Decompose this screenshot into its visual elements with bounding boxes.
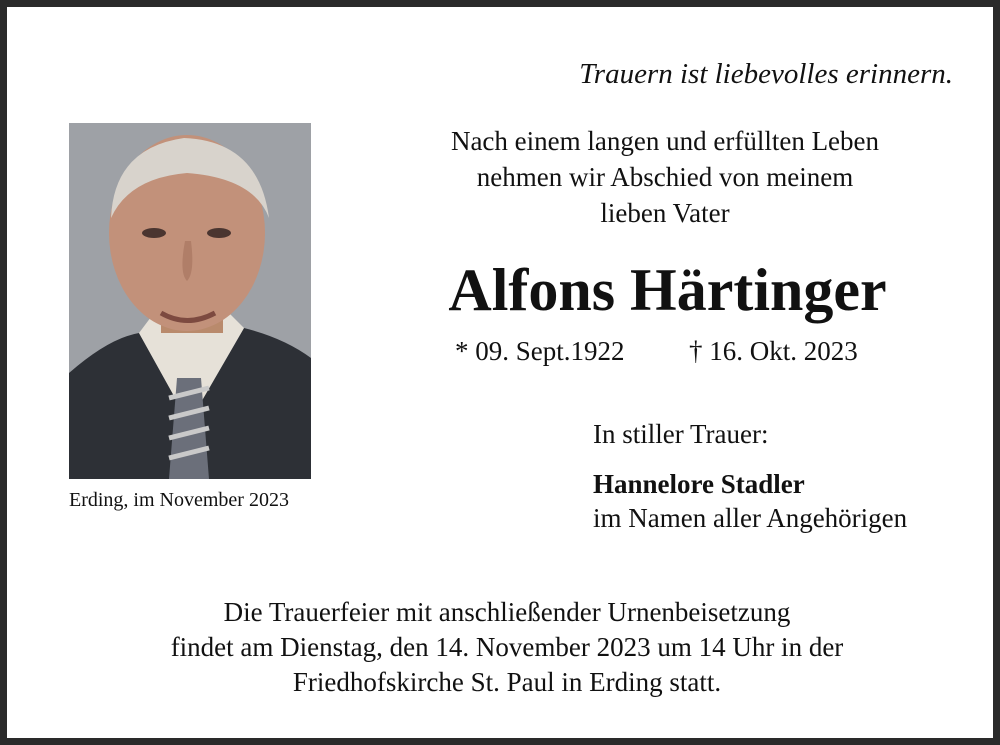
mourning-label: In stiller Trauer: xyxy=(593,419,769,449)
ceremony-line: Die Trauerfeier mit anschließender Urnenbeisetzung xyxy=(223,597,791,627)
ceremony-line: Friedhofskirche St. Paul in Erding statt. xyxy=(292,667,722,697)
ceremony-line: findet am Dienstag, den 14. November 2023 um 14 Uhr in der xyxy=(170,632,844,662)
intro-line: nehmen wir Abschied von meinem xyxy=(476,162,854,192)
death-date: † 16. Okt. 2023 xyxy=(689,336,858,366)
place-date: Erding, im November 2023 xyxy=(69,489,289,511)
signer-name: Hannelore Stadler xyxy=(593,469,805,499)
intro-line: Nach einem langen und erfüllten Leben xyxy=(450,126,880,156)
birth-date: * 09. Sept.1922 xyxy=(455,336,625,366)
signer-note: im Namen aller Angehörigen xyxy=(593,503,908,533)
intro-text xyxy=(395,123,935,231)
motto: Trauern ist liebevolles erinnern. xyxy=(579,58,953,90)
signer-block xyxy=(593,467,907,535)
deceased-name: Alfons Härtinger xyxy=(448,257,887,323)
portrait-illustration xyxy=(69,123,311,479)
portrait-photo xyxy=(69,123,311,479)
ceremony-info xyxy=(7,595,1000,700)
intro-line: lieben Vater xyxy=(600,198,730,228)
